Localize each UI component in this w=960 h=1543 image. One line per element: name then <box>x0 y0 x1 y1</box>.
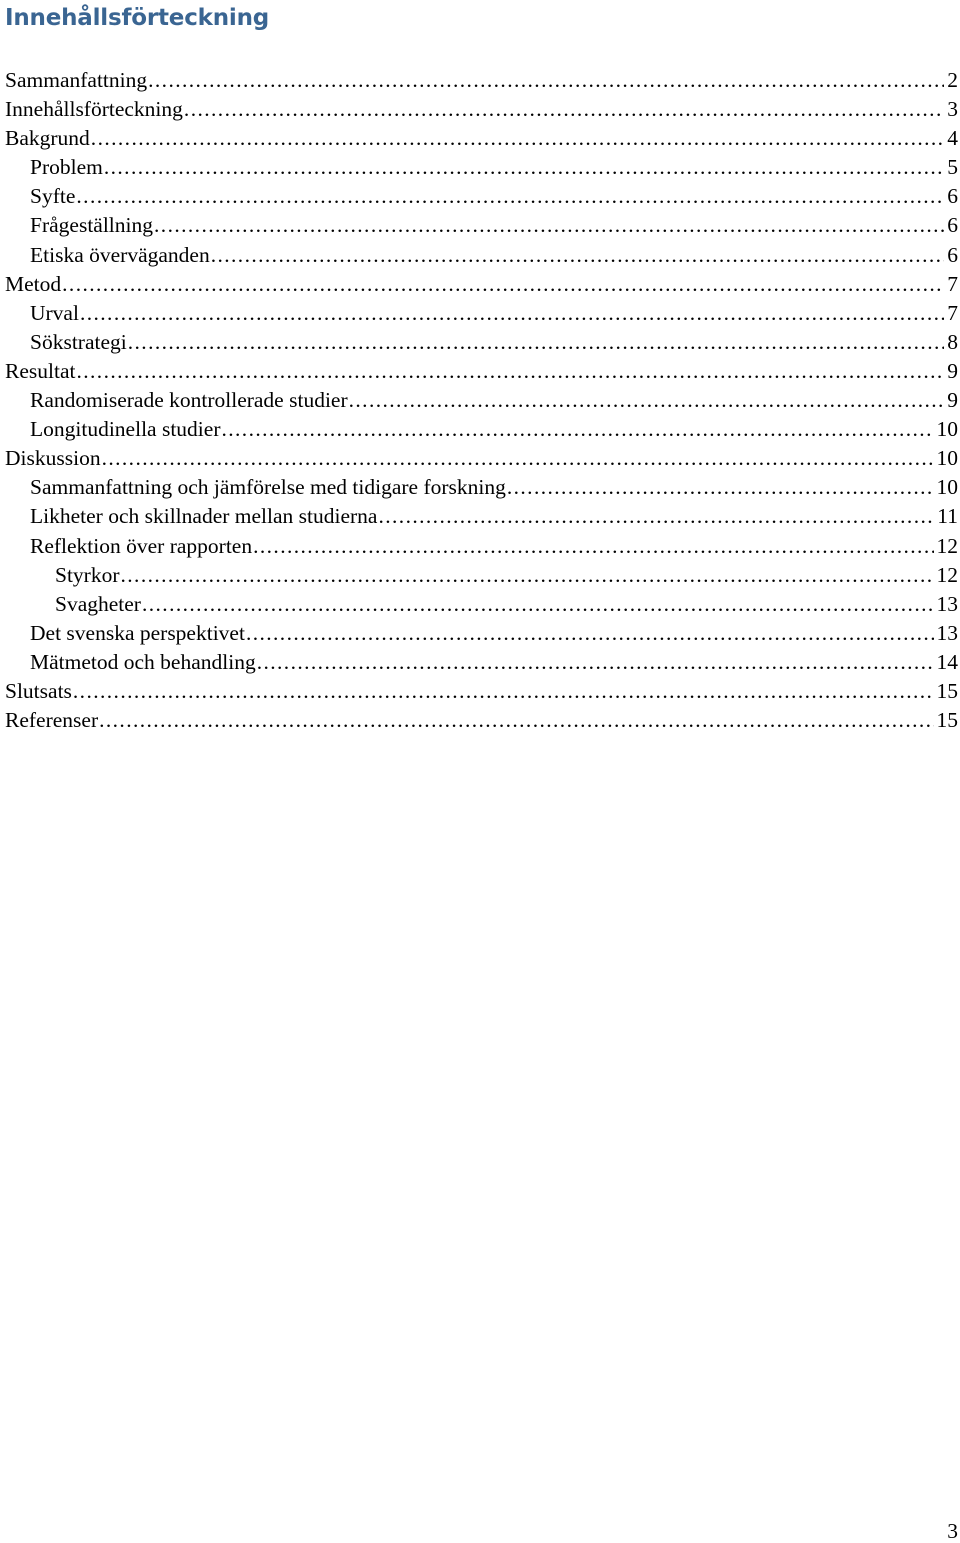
toc-leader-dots <box>349 386 945 415</box>
toc-entry-page: 15 <box>936 678 958 703</box>
toc-leader-dots <box>99 706 933 735</box>
toc-entry-page: 6 <box>947 242 958 267</box>
toc-entry-label: Svagheter <box>55 591 141 616</box>
toc-entry-label: Reflektion över rapporten <box>30 533 253 558</box>
toc-entry-label: Sammanfattning <box>5 68 148 92</box>
toc-entry-page: 7 <box>947 271 958 296</box>
toc-entry-label: Problem <box>30 155 103 180</box>
toc-entry[interactable] <box>5 299 958 328</box>
toc-leader-dots <box>211 241 945 270</box>
toc-leader-dots <box>91 124 944 153</box>
toc-leader-dots <box>154 211 944 240</box>
toc-entry-label: Frågeställning <box>30 213 154 238</box>
toc-leader-dots <box>184 95 944 124</box>
toc-entry-page: 12 <box>936 562 958 587</box>
toc-entry-page: 15 <box>936 708 958 733</box>
toc-leader-dots <box>378 502 934 531</box>
toc-leader-dots <box>253 532 933 561</box>
toc-leader-dots <box>121 561 934 590</box>
toc-entry[interactable] <box>5 677 958 706</box>
table-of-contents <box>5 66 958 735</box>
toc-entry-page: 10 <box>936 417 958 442</box>
toc-entry-label: Sammanfattning och jämförelse med tidigare forskning <box>30 475 506 500</box>
toc-entry-page: 14 <box>936 649 958 674</box>
toc-leader-dots <box>104 153 944 182</box>
toc-leader-dots <box>73 677 934 706</box>
toc-entry-label: Likheter och skillnader mellan studierna <box>30 504 378 529</box>
toc-entry[interactable] <box>5 532 958 561</box>
toc-entry[interactable] <box>5 124 958 153</box>
toc-entry-page: 11 <box>937 504 958 529</box>
toc-entry-page: 5 <box>947 155 958 180</box>
toc-entry-label: Referenser <box>5 708 99 733</box>
toc-leader-dots <box>76 357 944 386</box>
toc-entry[interactable] <box>5 66 958 95</box>
toc-entry[interactable] <box>5 706 958 735</box>
toc-entry-page: 8 <box>947 329 958 354</box>
toc-entry-label: Syfte <box>30 184 76 209</box>
toc-entry-page: 9 <box>947 358 958 383</box>
toc-heading: Innehållsförteckning <box>5 5 270 31</box>
toc-entry-label: Det svenska perspektivet <box>30 620 245 645</box>
toc-entry-label: Innehållsförteckning <box>5 97 183 122</box>
toc-leader-dots <box>80 299 944 328</box>
toc-entry[interactable] <box>5 357 958 386</box>
toc-entry[interactable] <box>5 444 958 473</box>
toc-entry[interactable] <box>5 95 958 124</box>
toc-entry-page: 2 <box>947 68 958 92</box>
toc-leader-dots <box>507 473 934 502</box>
toc-entry-page: 10 <box>936 446 958 471</box>
toc-entry[interactable] <box>5 386 958 415</box>
toc-leader-dots <box>102 444 934 473</box>
toc-entry-label: Slutsats <box>5 678 72 703</box>
toc-leader-dots <box>257 648 934 677</box>
toc-entry[interactable] <box>5 328 958 357</box>
toc-entry-label: Mätmetod och behandling <box>30 649 256 674</box>
toc-leader-dots <box>221 415 933 444</box>
toc-entry-label: Randomiserade kontrollerade studier <box>30 388 348 413</box>
toc-leader-dots <box>246 619 934 648</box>
toc-entry-page: 13 <box>936 591 958 616</box>
toc-entry[interactable] <box>5 241 958 270</box>
toc-entry-label: Bakgrund <box>5 126 90 151</box>
toc-entry-page: 12 <box>936 533 958 558</box>
toc-entry-label: Resultat <box>5 358 76 383</box>
toc-entry-label: Etiska överväganden <box>30 242 210 267</box>
toc-leader-dots <box>76 182 944 211</box>
toc-entry-label: Diskussion <box>5 446 101 471</box>
toc-entry[interactable] <box>5 619 958 648</box>
toc-entry-label: Styrkor <box>55 562 120 587</box>
toc-entry[interactable] <box>5 153 958 182</box>
toc-entry[interactable] <box>5 211 958 240</box>
page-number: 3 <box>947 1519 958 1543</box>
toc-entry-label: Sökstrategi <box>30 329 127 354</box>
toc-entry-label: Longitudinella studier <box>30 417 221 442</box>
toc-leader-dots <box>148 66 944 95</box>
toc-entry-page: 3 <box>947 97 958 122</box>
toc-leader-dots <box>142 590 934 619</box>
toc-entry-label: Metod <box>5 271 62 296</box>
toc-entry-page: 6 <box>947 184 958 209</box>
toc-entry-page: 7 <box>947 300 958 325</box>
toc-entry[interactable] <box>5 502 958 531</box>
toc-leader-dots <box>62 270 944 299</box>
toc-entry[interactable] <box>5 270 958 299</box>
toc-entry[interactable] <box>5 648 958 677</box>
toc-leader-dots <box>128 328 945 357</box>
toc-entry-page: 9 <box>947 388 958 413</box>
toc-entry-label: Urval <box>30 300 79 325</box>
toc-entry[interactable] <box>5 473 958 502</box>
toc-entry[interactable] <box>5 590 958 619</box>
toc-entry[interactable] <box>5 182 958 211</box>
toc-entry[interactable] <box>5 561 958 590</box>
toc-entry[interactable] <box>5 415 958 444</box>
toc-entry-page: 13 <box>936 620 958 645</box>
toc-entry-page: 10 <box>936 475 958 500</box>
toc-entry-page: 4 <box>947 126 958 151</box>
toc-entry-page: 6 <box>947 213 958 238</box>
